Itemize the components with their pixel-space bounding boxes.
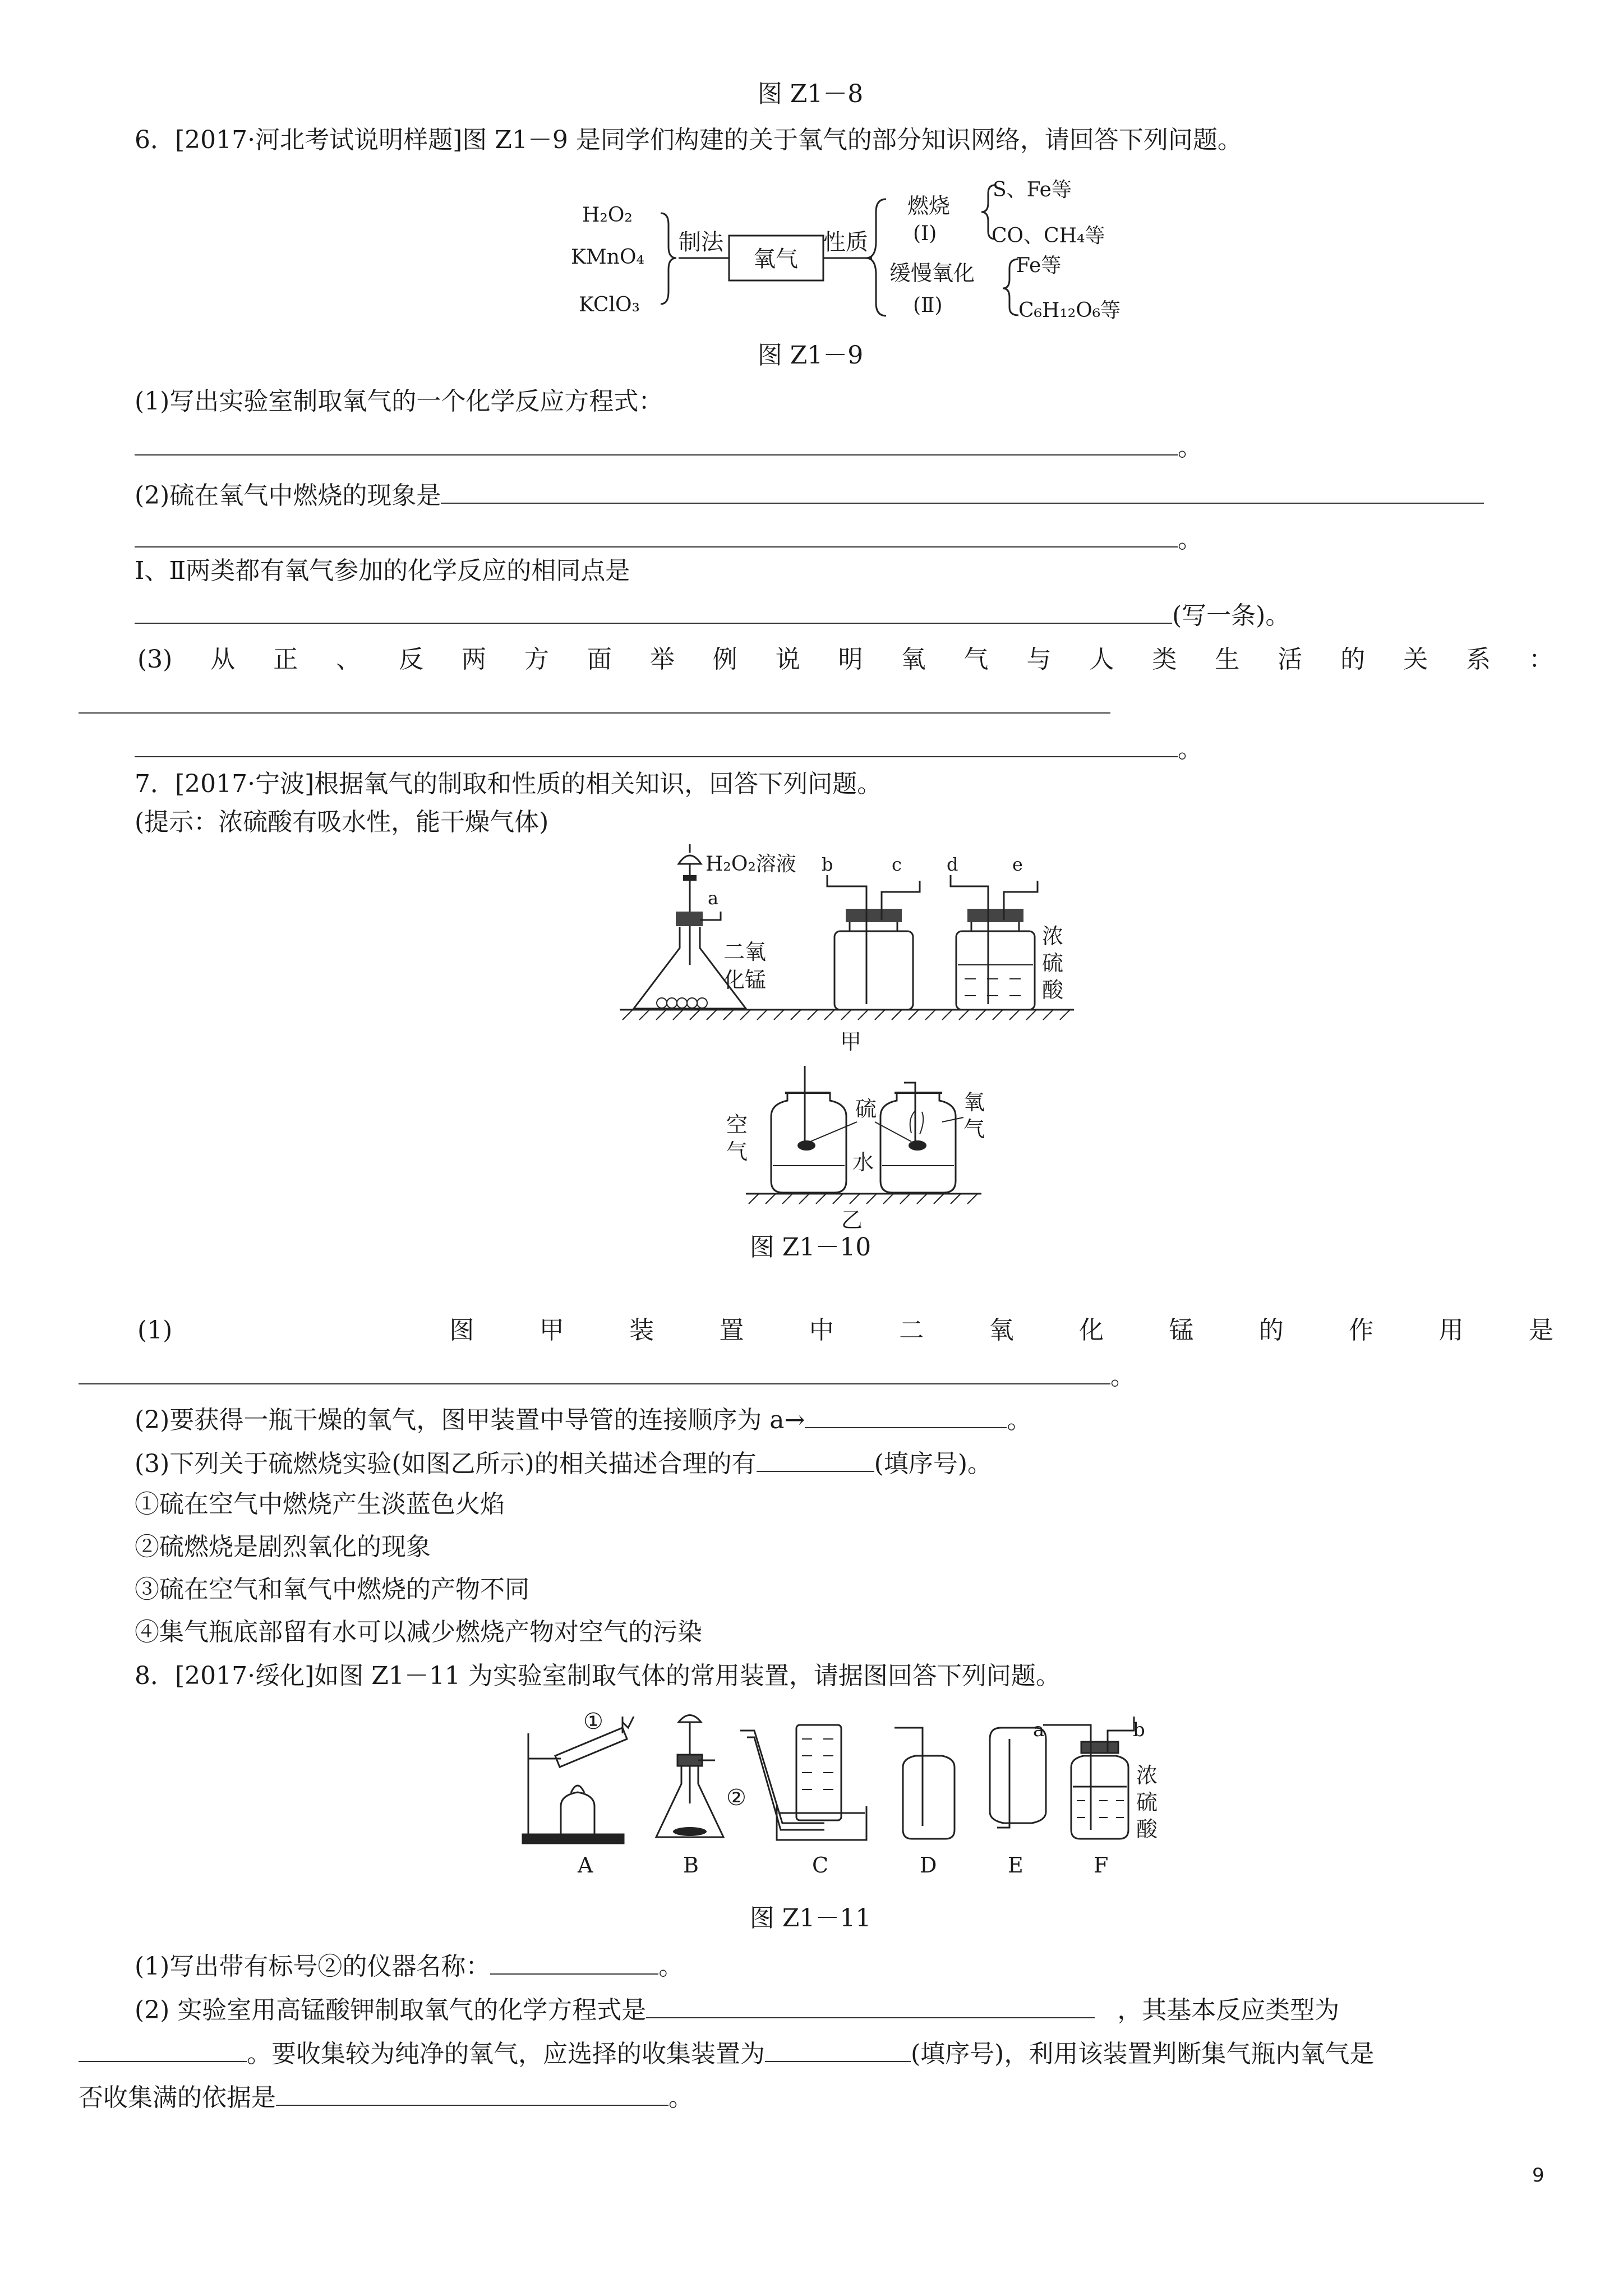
label-fe-deng: Fe等 <box>1016 254 1062 277</box>
label-apparatus-b: B <box>683 1853 699 1878</box>
q6-part3-answer-line-2: 。 <box>135 731 1202 765</box>
label-h2so4-1: 浓 <box>1136 1763 1158 1788</box>
label-mno2-2: 化锰 <box>723 968 767 992</box>
figure-caption-z1-9: 图 Z1－9 <box>757 341 864 370</box>
label-h2o2-solution: H₂O₂溶液 <box>706 853 796 876</box>
answer-blank[interactable] <box>765 2036 911 2062</box>
q8-part1: (1)写出带有标号②的仪器名称： 。 <box>135 1949 683 1982</box>
label-zhifa: 制法 <box>679 229 723 255</box>
mark-2: ② <box>726 1785 746 1811</box>
label-port-a: a <box>1033 1719 1045 1741</box>
q8-part2-line3: 否收集满的依据是 。 <box>79 2080 693 2114</box>
label-apparatus-c: C <box>812 1853 829 1878</box>
label-port-b: b <box>1133 1719 1145 1741</box>
page-number: 9 <box>1532 2164 1544 2187</box>
label-huanman-num: (Ⅱ) <box>913 294 943 317</box>
q7-option-2: ②硫燃烧是剧烈氧化的现象 <box>135 1533 431 1561</box>
q6-part1-prompt: (1)写出实验室制取氧气的一个化学反应方程式： <box>135 387 663 416</box>
q7-hint: (提示：浓硫酸有吸水性，能干燥气体) <box>135 808 549 836</box>
label-kmno4: KMnO₄ <box>571 246 644 269</box>
label-port-c: c <box>892 854 902 875</box>
label-ranshao: 燃烧 <box>907 194 951 218</box>
label-port-a: a <box>708 887 719 909</box>
q7-part1-prompt: (1) 图 甲 装 置 中 二 氧 化 锰 的 作 用 是 <box>137 1316 1553 1345</box>
label-oxygen: 氧气 <box>753 246 798 272</box>
mark-1: ① <box>583 1709 603 1734</box>
label-yi: 乙 <box>841 1208 863 1232</box>
label-apparatus-e: E <box>1008 1853 1023 1878</box>
q6-part2-prompt: (2)硫在氧气中燃烧的现象是 <box>135 478 1484 512</box>
label-h2so4-3: 酸 <box>1136 1817 1158 1842</box>
label-glucose: C₆H₁₂O₆等 <box>1018 299 1121 322</box>
answer-blank[interactable] <box>490 1949 658 1975</box>
label-h2so4-2: 硫 <box>1136 1790 1158 1815</box>
label-air-2: 气 <box>726 1139 748 1164</box>
label-sulfur: 硫 <box>855 1097 877 1121</box>
q6-part2-answer-line: 。 <box>135 522 1202 555</box>
q6-part2b-prompt: Ⅰ、Ⅱ两类都有氧气参加的化学反应的相同点是 <box>135 556 630 585</box>
label-oxygen-1: 氧 <box>963 1090 985 1115</box>
q6-part1-answer-line: 。 <box>135 430 1202 463</box>
q7-option-1: ①硫在空气中燃烧产生淡蓝色火焰 <box>135 1490 505 1519</box>
label-water: 水 <box>852 1150 874 1175</box>
label-xingzhi: 性质 <box>823 229 868 255</box>
figure-caption-z1-8: 图 Z1－8 <box>757 80 864 108</box>
label-port-b: b <box>822 854 833 875</box>
label-ranshao-num: (Ⅰ) <box>913 222 937 245</box>
q8-part2-line2: 。要收集较为纯净的氧气，应选择的收集装置为 (填序号)，利用该装置判断集气瓶内氧气是 <box>79 2036 1374 2070</box>
figure-caption-z1-11: 图 Z1－11 <box>749 1904 872 1932</box>
q7-part2: (2)要获得一瓶干燥的氧气，图甲装置中导管的连接顺序为 a→ 。 <box>135 1402 1031 1436</box>
q7-part3: (3)下列关于硫燃烧实验(如图乙所示)的相关描述合理的有 (填序号)。 <box>135 1446 992 1480</box>
label-kclo3: KClO₃ <box>579 293 640 316</box>
label-s-fe: S、Fe等 <box>993 178 1072 201</box>
q8-stem: 8．[2017·绥化]如图 Z1－11 为实验室制取气体的常用装置，请据图回答下列问题。 <box>135 1662 1061 1690</box>
label-mno2-1: 二氧 <box>723 940 767 964</box>
label-h2so4-3: 酸 <box>1042 978 1064 1002</box>
label-port-d: d <box>947 854 958 875</box>
q8-part2-line1: (2) 实验室用高锰酸钾制取氧气的化学方程式是 ，其基本反应类型为 <box>135 1993 1339 2026</box>
answer-blank[interactable] <box>276 2080 668 2106</box>
q6-part2b-answer-line: (写一条)。 <box>135 598 1290 632</box>
label-co-ch4: CO、CH₄等 <box>992 224 1105 247</box>
label-h2so4-1: 浓 <box>1042 924 1064 949</box>
label-air-1: 空 <box>726 1112 748 1137</box>
label-apparatus-d: D <box>920 1853 937 1878</box>
answer-blank[interactable] <box>79 2036 247 2062</box>
q6-part3-prompt: (3) 从 正 、 反 两 方 面 举 例 说 明 氧 气 与 人 类 生 活 的 关 系 ： <box>137 645 1553 674</box>
label-port-e: e <box>1012 854 1023 875</box>
q6-stem: 6．[2017·河北考试说明样题]图 Z1－9 是同学们构建的关于氧气的部分知识网络，请回答下列问题。 <box>135 126 1242 154</box>
label-h2o2: H₂O₂ <box>582 204 633 227</box>
q7-option-4: ④集气瓶底部留有水可以减少燃烧产物对空气的污染 <box>135 1618 702 1646</box>
label-huanman: 缓慢氧化 <box>889 261 975 286</box>
answer-blank[interactable] <box>646 1993 1095 2018</box>
figure-caption-z1-10: 图 Z1－10 <box>749 1233 872 1262</box>
label-jia: 甲 <box>840 1029 862 1054</box>
label-h2so4-2: 硫 <box>1042 951 1064 976</box>
label-apparatus-f: F <box>1094 1853 1109 1878</box>
q7-stem: 7．[2017·宁波]根据氧气的制取和性质的相关知识，回答下列问题。 <box>135 770 882 798</box>
label-oxygen-2: 气 <box>963 1117 985 1142</box>
q7-option-3: ③硫在空气和氧气中燃烧的产物不同 <box>135 1575 529 1604</box>
label-apparatus-a: A <box>578 1853 593 1878</box>
q7-part1-answer-line: 。 <box>79 1359 1135 1392</box>
